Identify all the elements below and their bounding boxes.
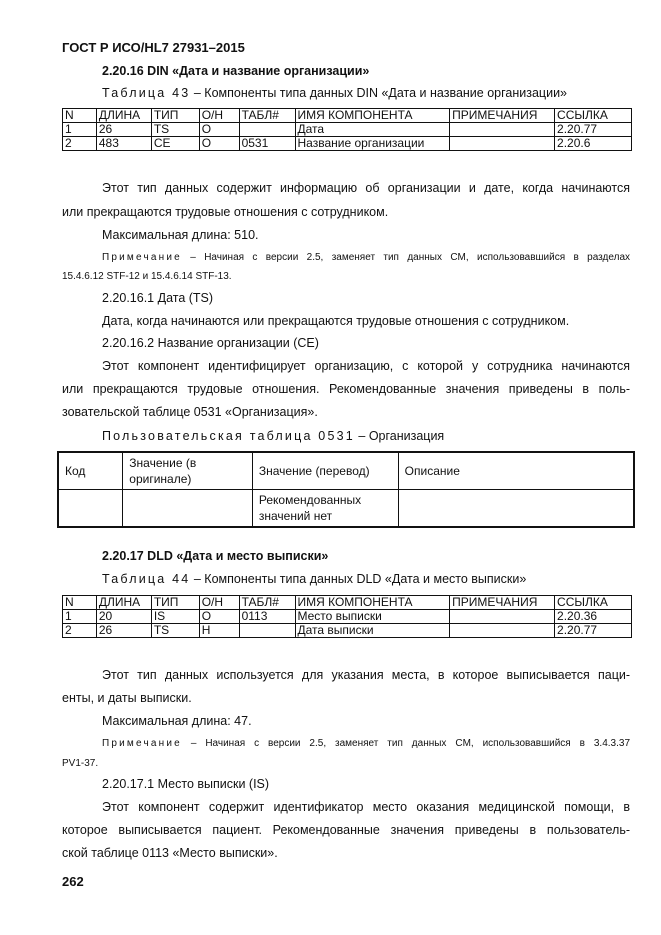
table-cell — [450, 610, 555, 624]
din-max-length: Максимальная длина: 510. — [102, 228, 259, 242]
table-cell — [239, 624, 295, 638]
table-cell: Название организации — [295, 137, 450, 151]
table-cell: 2.20.77 — [555, 624, 632, 638]
table-cell — [123, 490, 253, 528]
user-table-caption-label: Пользовательская таблица 0531 — [102, 429, 355, 443]
user-table-header-row — [58, 452, 634, 490]
user-table-0531 — [57, 451, 635, 528]
dld-paragraph-line: Этот тип данных используется для указания места, в которое выписывается паци- — [102, 668, 630, 682]
table-row — [63, 123, 632, 137]
table-43-caption-label: Таблица 43 — [102, 86, 191, 100]
table-44-header-row — [63, 596, 632, 610]
dld-subsection-title: 2.20.17.1 Место выписки (IS) — [102, 777, 270, 791]
dld-subsection-line: которое выписывается пациент. Рекомендованные значения приведены в пользователь- — [62, 823, 630, 837]
table-cell: 2.20.77 — [555, 123, 632, 137]
table-row — [58, 490, 634, 528]
table-44 — [62, 595, 632, 638]
table-header-cell: ССЫЛКА — [555, 596, 632, 610]
table-cell — [450, 123, 555, 137]
table-cell: TS — [151, 123, 199, 137]
din-subsection-title: 2.20.16.1 Дата (TS) — [102, 291, 214, 305]
din-note-line: 15.4.6.12 STF-12 и 15.4.6.14 STF-13. — [62, 271, 232, 282]
table-cell: H — [199, 624, 239, 638]
dld-max-length: Максимальная длина: 47. — [102, 714, 252, 728]
table-cell: 2 — [63, 137, 97, 151]
table-header-cell: N — [63, 109, 97, 123]
document-header: ГОСТ Р ИСО/HL7 27931–2015 — [62, 40, 245, 55]
din-subsection-line: Этот компонент идентифицирует организацию, с которой у сотрудника начинаются — [102, 359, 630, 373]
table-44-caption-label: Таблица 44 — [102, 572, 191, 586]
dld-subsection-line: ской таблице 0113 «Место выписки». — [62, 846, 278, 860]
table-43-header-row — [63, 109, 632, 123]
table-cell — [398, 490, 634, 528]
din-note-line — [102, 252, 630, 263]
table-cell: 1 — [63, 123, 97, 137]
table-row — [63, 137, 632, 151]
din-subsection-title: 2.20.16.2 Название организации (CE) — [102, 336, 319, 350]
table-cell: 26 — [96, 624, 151, 638]
table-cell — [58, 490, 123, 528]
table-header-cell: ИМЯ КОМПОНЕНТА — [295, 596, 450, 610]
table-cell: O — [199, 123, 239, 137]
table-cell: 20 — [96, 610, 151, 624]
table-cell: 2 — [63, 624, 97, 638]
table-cell: 483 — [96, 137, 151, 151]
table-cell: 1 — [63, 610, 97, 624]
table-cell: Дата выписки — [295, 624, 450, 638]
table-header-cell: ПРИМЕЧАНИЯ — [450, 596, 555, 610]
section-title-din: 2.20.16 DIN «Дата и название организации» — [102, 64, 370, 78]
dld-note-line — [102, 738, 630, 749]
table-cell: 2.20.6 — [555, 137, 632, 151]
note-text: – Начиная с версии 2.5, заменяет тип данных CM, использовавшийся в разделах — [190, 252, 631, 263]
table-row — [63, 624, 632, 638]
table-cell: Место выписки — [295, 610, 450, 624]
note-text: – Начиная с версии 2.5, заменяет тип данных CM, использовавшийся в 3.4.3.37 — [190, 738, 631, 749]
user-table-caption-text: – Организация — [358, 429, 445, 443]
table-43-caption — [102, 86, 567, 100]
page-number: 262 — [62, 874, 84, 889]
table-cell — [239, 123, 295, 137]
table-header-cell: Значение (в оригинале) — [123, 452, 253, 490]
user-table-0531-caption — [102, 429, 444, 443]
table-cell — [450, 137, 555, 151]
table-cell: O — [199, 610, 239, 624]
table-header-cell: О/Н — [199, 596, 239, 610]
table-header-cell: ТИП — [151, 109, 199, 123]
table-cell: 0531 — [239, 137, 295, 151]
din-paragraph-line: Этот тип данных содержит информацию об организации и дате, когда начинаются — [102, 181, 630, 195]
table-header-cell: Описание — [398, 452, 634, 490]
table-44-caption-text: – Компоненты типа данных DLD «Дата и место выписки» — [193, 572, 527, 586]
table-cell: IS — [151, 610, 199, 624]
table-cell: TS — [151, 624, 199, 638]
table-header-cell: ТАБЛ# — [239, 109, 295, 123]
table-header-cell: ИМЯ КОМПОНЕНТА — [295, 109, 450, 123]
table-header-cell: Значение (перевод) — [252, 452, 398, 490]
table-cell — [450, 624, 555, 638]
table-cell: O — [199, 137, 239, 151]
table-cell: 2.20.36 — [555, 610, 632, 624]
table-cell: 0113 — [239, 610, 295, 624]
dld-subsection-line: Этот компонент содержит идентификатор место оказания медицинской помощи, в — [102, 800, 630, 814]
note-label: Примечание — [102, 738, 182, 749]
din-subsection-line: зовательской таблице 0531 «Организация». — [62, 405, 318, 419]
table-header-cell: ТАБЛ# — [239, 596, 295, 610]
table-header-cell: N — [63, 596, 97, 610]
din-paragraph-line: или прекращаются трудовые отношения с сотрудником. — [62, 205, 389, 219]
section-title-dld: 2.20.17 DLD «Дата и место выписки» — [102, 549, 329, 563]
table-cell: Дата — [295, 123, 450, 137]
table-43-caption-text: – Компоненты типа данных DIN «Дата и название организации» — [193, 86, 568, 100]
table-header-cell: ДЛИНА — [96, 109, 151, 123]
table-header-cell: ПРИМЕЧАНИЯ — [450, 109, 555, 123]
table-cell: Рекомендованных значений нет — [252, 490, 398, 528]
table-header-cell: Код — [58, 452, 123, 490]
dld-paragraph-line: енты, и даты выписки. — [62, 691, 192, 705]
table-header-cell: ССЫЛКА — [555, 109, 632, 123]
note-label: Примечание — [102, 252, 182, 263]
table-header-cell: О/Н — [199, 109, 239, 123]
din-subsection-line: или прекращаются трудовые отношения. Рекомендованные значения приведены в поль- — [62, 382, 630, 396]
table-44-caption — [102, 572, 526, 586]
din-subsection-text: Дата, когда начинаются или прекращаются трудовые отношения с сотрудником. — [102, 314, 570, 328]
table-cell: CE — [151, 137, 199, 151]
table-cell: 26 — [96, 123, 151, 137]
dld-note-line: PV1-37. — [62, 758, 99, 769]
table-43 — [62, 108, 632, 151]
table-header-cell: ТИП — [151, 596, 199, 610]
table-header-cell: ДЛИНА — [96, 596, 151, 610]
table-row — [63, 610, 632, 624]
